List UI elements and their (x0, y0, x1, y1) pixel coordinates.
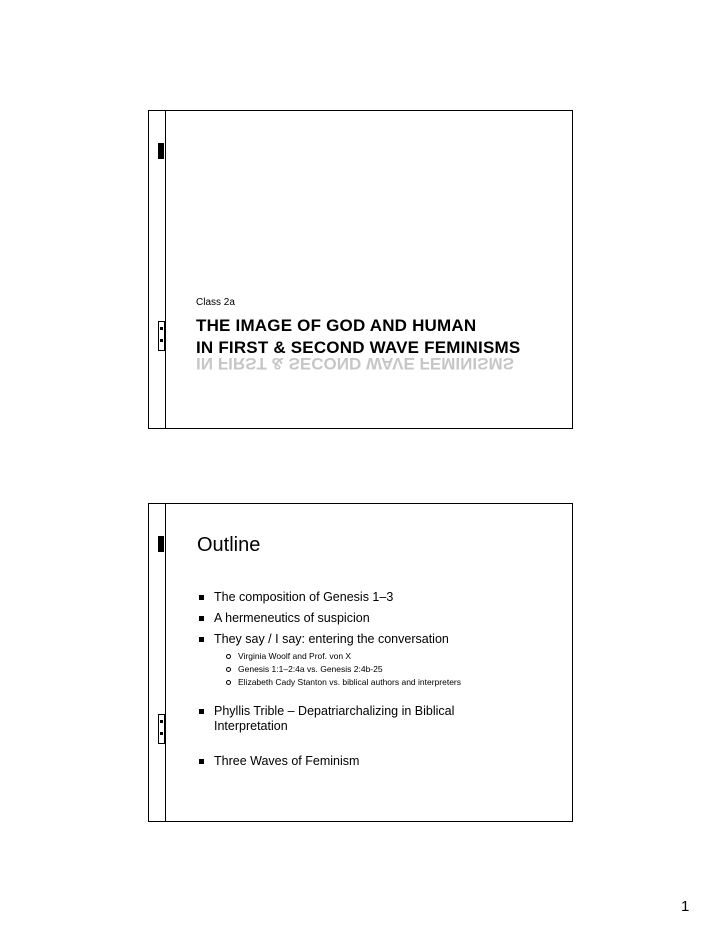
list-item: The composition of Genesis 1–3 (197, 590, 537, 605)
list-item: Three Waves of Feminism (197, 754, 537, 769)
list-item: A hermeneutics of suspicion (197, 611, 537, 626)
outline-title: Outline (197, 534, 261, 556)
outline-list (197, 590, 537, 775)
slide-title-line-1: THE IMAGE OF GOD AND HUMAN (196, 316, 477, 335)
list-item: They say / I say: entering the conversation (197, 632, 537, 647)
title-reflection: IN FIRST & SECOND WAVE FEMINISMS (196, 354, 514, 373)
list-item: Phyllis Trible – Depatriarchalizing in Biblical Interpretation (197, 704, 474, 734)
spacer (197, 690, 537, 704)
class-label: Class 2a (196, 297, 235, 308)
sub-list-item: Virginia Woolf and Prof. von X (197, 651, 537, 662)
title-slide (148, 110, 573, 429)
sub-list-item: Elizabeth Cady Stanton vs. biblical authors and interpreters (197, 677, 537, 688)
rail-marker (158, 143, 164, 159)
rail-marker (158, 321, 165, 351)
slide-rail (149, 111, 166, 428)
spacer (197, 740, 537, 754)
rail-marker (158, 714, 165, 744)
page-number: 1 (681, 898, 690, 915)
slide-rail (149, 504, 166, 821)
slide-title-line-2: IN FIRST & SECOND WAVE FEMINISMS (196, 338, 521, 357)
sub-list-item: Genesis 1:1–2:4a vs. Genesis 2:4b-25 (197, 664, 537, 675)
rail-marker (158, 536, 164, 552)
outline-slide (148, 503, 573, 822)
